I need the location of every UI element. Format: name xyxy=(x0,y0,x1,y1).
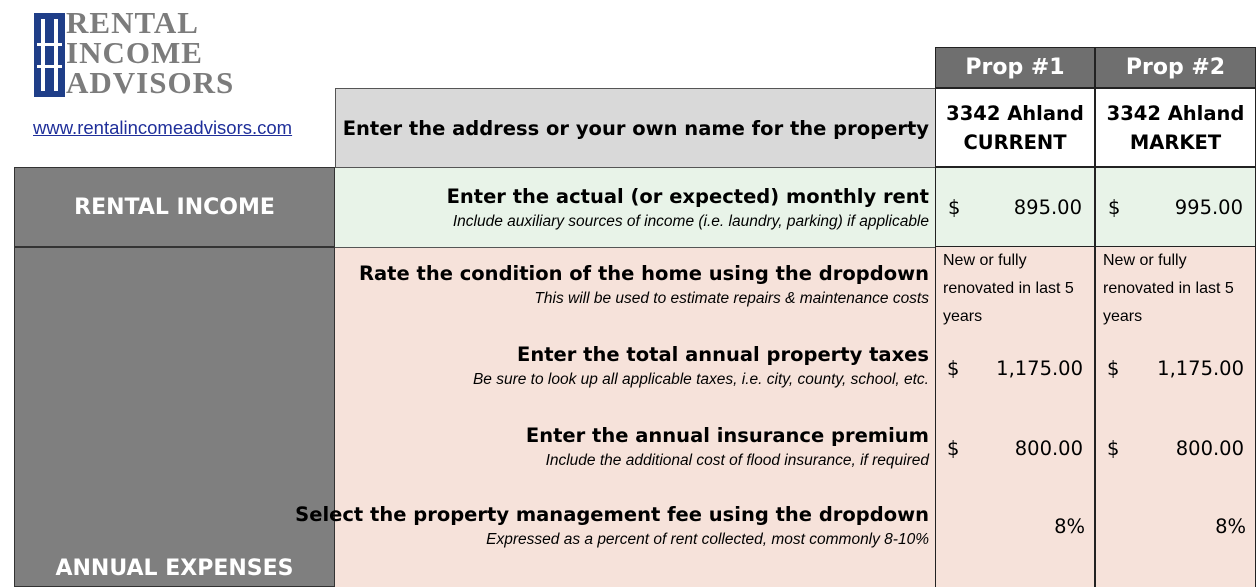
prop-1-insurance-input[interactable] xyxy=(935,428,1095,468)
insurance-label: Enter the annual insurance premium xyxy=(525,424,929,447)
prop-1-address-cell[interactable] xyxy=(935,88,1095,167)
prop-2-condition-dropdown[interactable] xyxy=(1098,247,1255,331)
rent-label: Enter the actual (or expected) monthly rent xyxy=(446,184,929,208)
prop-1-rent-input[interactable] xyxy=(935,167,1095,247)
prop-2-management-dropdown[interactable] xyxy=(1095,515,1256,538)
condition-text-line: New or fully xyxy=(1103,252,1187,269)
management-prompt xyxy=(295,503,935,549)
address-prompt: Enter the address or your own name for the property xyxy=(335,88,935,167)
prop-1-taxes-input[interactable] xyxy=(935,348,1095,388)
prop-1-rent-value: 895.00 xyxy=(1013,195,1082,219)
prop-2-address-line1: 3342 Ahland xyxy=(1106,101,1245,125)
prop-2-address-line2: MARKET xyxy=(1129,130,1222,154)
prop-1-taxes-value: 1,175.00 xyxy=(996,356,1083,380)
taxes-sublabel: Be sure to look up all applicable taxes, i.e. city, county, school, etc. xyxy=(472,371,929,388)
condition-text-line: years xyxy=(1103,308,1143,325)
prop-1-condition-dropdown[interactable] xyxy=(938,247,1094,331)
section-annual-expenses-label: ANNUAL EXPENSES xyxy=(55,556,294,581)
currency-symbol: $ xyxy=(1107,356,1120,380)
prop-1-management-value: 8% xyxy=(1054,515,1085,538)
condition-label: Rate the condition of the home using the dropdown xyxy=(359,262,929,285)
management-label: Select the property management fee using the dropdown xyxy=(295,503,929,526)
insurance-sublabel: Include the additional cost of flood insurance, if required xyxy=(545,452,929,469)
insurance-prompt xyxy=(335,424,935,470)
prop-2-insurance-input[interactable] xyxy=(1095,428,1256,468)
condition-text-line: years xyxy=(943,308,983,325)
prop-1-insurance-value: 800.00 xyxy=(1014,436,1083,460)
currency-symbol: $ xyxy=(948,195,961,219)
currency-symbol: $ xyxy=(947,436,960,460)
rent-sublabel: Include auxiliary sources of income (i.e. laundry, parking) if applicable xyxy=(452,212,929,230)
prop-2-management-value: 8% xyxy=(1215,515,1246,538)
condition-prompt xyxy=(335,262,935,308)
prop-1-address-line1: 3342 Ahland xyxy=(946,101,1084,125)
prop-1-management-dropdown[interactable] xyxy=(935,515,1095,538)
condition-text-line: renovated in last 5 xyxy=(1103,280,1234,297)
section-annual-expenses xyxy=(14,247,335,587)
section-rental-income: RENTAL INCOME xyxy=(14,167,335,247)
prop-2-insurance-value: 800.00 xyxy=(1175,436,1244,460)
condition-text-line: renovated in last 5 xyxy=(943,280,1074,297)
logo-text: RENTAL INCOME ADVISORS xyxy=(66,5,235,100)
prop-2-header: Prop #2 xyxy=(1095,47,1256,88)
management-sublabel: Expressed as a percent of rent collected, most commonly 8-10% xyxy=(486,531,929,548)
prop-2-taxes-input[interactable] xyxy=(1095,348,1256,388)
prop-2-rent-input[interactable] xyxy=(1095,167,1256,247)
currency-symbol: $ xyxy=(1107,436,1120,460)
prop-1-address-line2: CURRENT xyxy=(963,130,1067,154)
condition-text-line: New or fully xyxy=(943,252,1027,269)
prop-1-header: Prop #1 xyxy=(935,47,1095,88)
website-link[interactable]: www.rentalincomeadvisors.com xyxy=(33,117,293,138)
logo-icon xyxy=(34,13,65,97)
condition-sublabel: This will be used to estimate repairs & maintenance costs xyxy=(534,290,929,307)
rent-prompt xyxy=(335,167,935,247)
currency-symbol: $ xyxy=(947,356,960,380)
taxes-prompt xyxy=(335,343,935,389)
prop-2-rent-value: 995.00 xyxy=(1174,195,1243,219)
currency-symbol: $ xyxy=(1108,195,1121,219)
taxes-label: Enter the total annual property taxes xyxy=(517,343,929,366)
prop-2-taxes-value: 1,175.00 xyxy=(1157,356,1244,380)
prop-2-address-cell[interactable] xyxy=(1095,88,1256,167)
